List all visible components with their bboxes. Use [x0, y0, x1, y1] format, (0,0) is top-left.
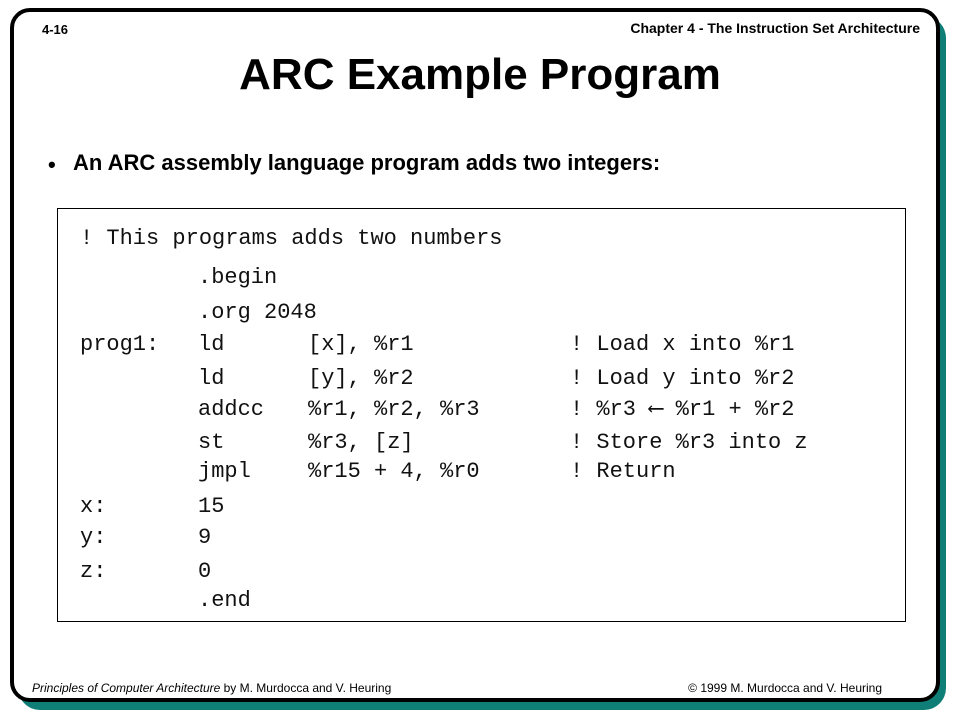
bullet-icon: •: [48, 152, 56, 177]
code-label: y:: [80, 525, 107, 550]
bullet-text: An ARC assembly language program adds two integers:: [73, 150, 661, 175]
footer-book-title: Principles of Computer Architecture: [32, 681, 221, 695]
code-op: .begin: [198, 265, 278, 290]
footer-copyright: © 1999 M. Murdocca and V. Heuring: [688, 681, 882, 695]
slide-number: 4-16: [42, 22, 69, 37]
code-op: .org 2048: [198, 300, 317, 325]
code-op: 15: [198, 494, 225, 519]
slide-title: ARC Example Program: [239, 50, 721, 99]
code-op: jmpl: [198, 459, 251, 484]
code-op: 9: [198, 525, 212, 550]
chapter-title: Chapter 4 - The Instruction Set Architecture: [630, 20, 920, 36]
code-comment: ! Load y into %r2: [570, 366, 795, 391]
code-listing: [57, 208, 906, 622]
code-comment: ! %r3 ⟵ %r1 + %r2: [570, 397, 795, 422]
code-args: %r1, %r2, %r3: [308, 397, 480, 422]
code-op: 0: [198, 559, 212, 584]
code-comment: ! Load x into %r1: [570, 332, 795, 357]
code-op: addcc: [198, 397, 265, 422]
code-label: prog1:: [80, 332, 160, 357]
code-args: [x], %r1: [308, 332, 414, 357]
code-args: [y], %r2: [308, 366, 414, 391]
code-label: x:: [80, 494, 107, 519]
code-label: z:: [80, 559, 107, 584]
code-comment: ! Store %r3 into z: [570, 430, 808, 455]
code-args: %r15 + 4, %r0: [308, 459, 480, 484]
code-op: st: [198, 430, 225, 455]
footer-authors: by M. Murdocca and V. Heuring: [220, 681, 392, 695]
code-comment: ! Return: [570, 459, 676, 484]
code-op: ld: [198, 332, 225, 357]
code-op: .end: [198, 588, 251, 613]
code-args: %r3, [z]: [308, 430, 414, 455]
code-op: ld: [198, 366, 225, 391]
footer-book: [32, 681, 391, 695]
code-comment-line: ! This programs adds two numbers: [80, 226, 503, 251]
